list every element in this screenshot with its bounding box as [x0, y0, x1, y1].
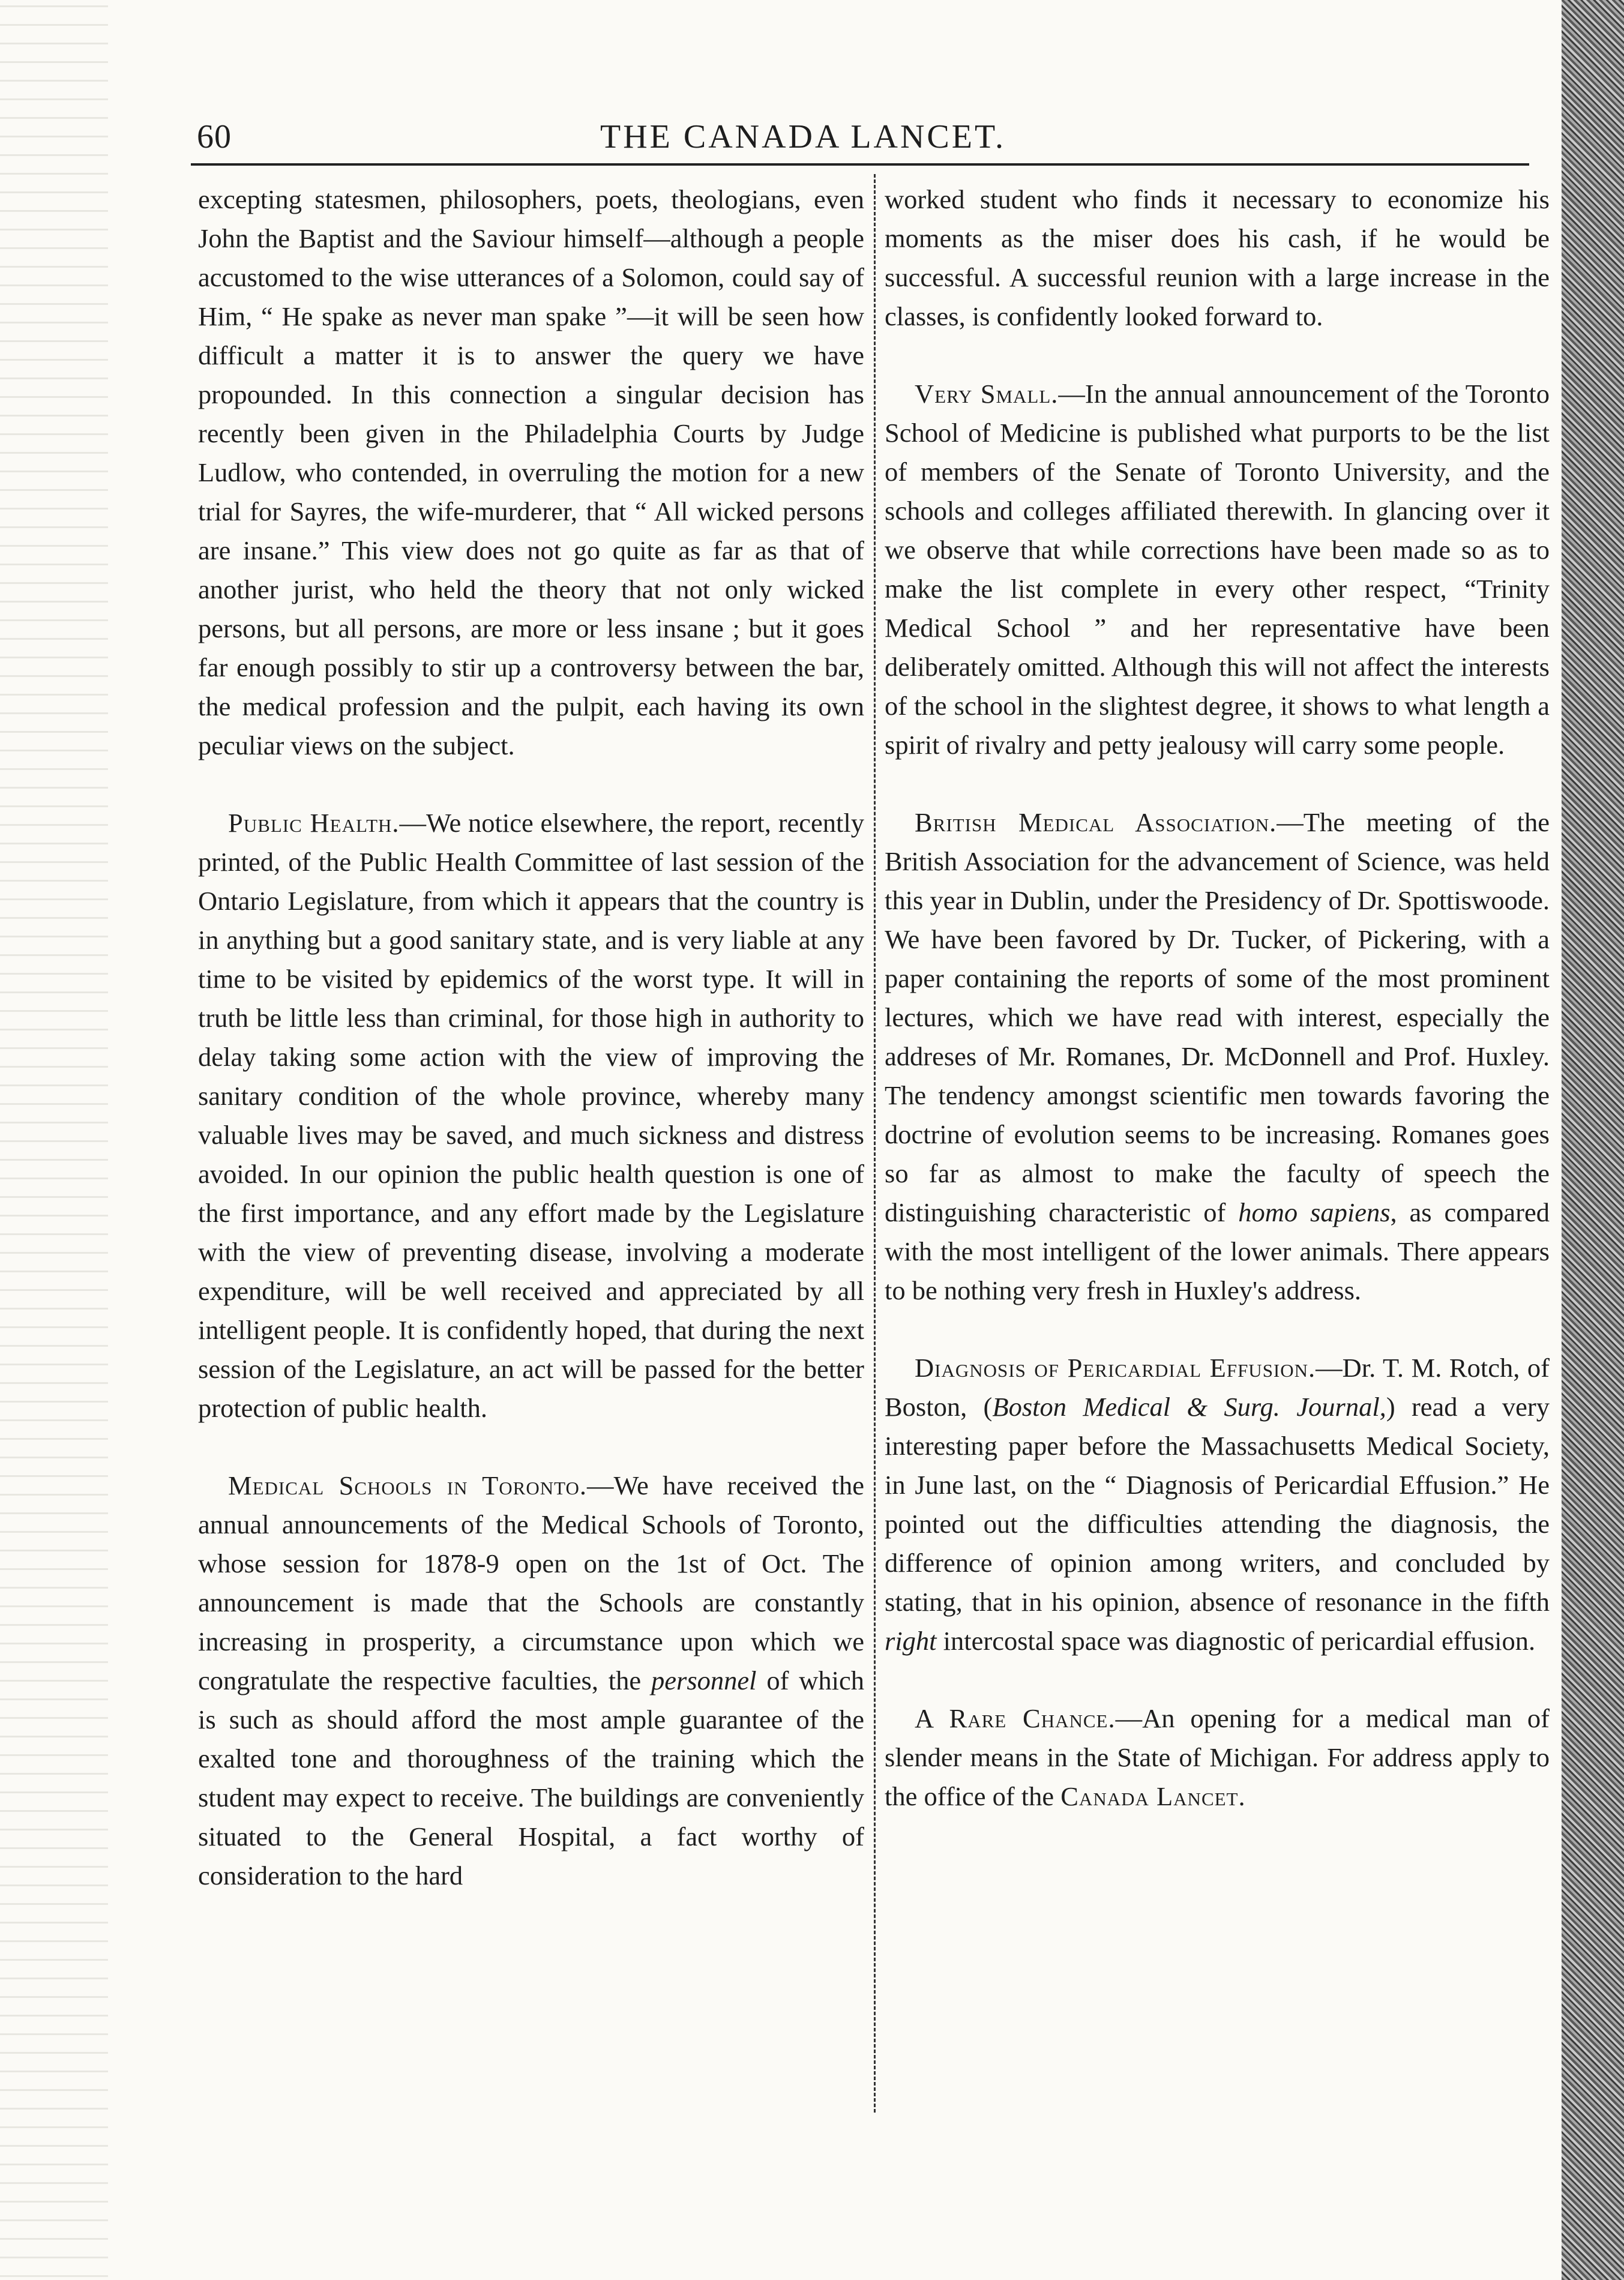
paragraph-text: —Dr. T. M. Rotch, of Boston, ( — [885, 1353, 1550, 1422]
section-heading: Very Small. — [915, 379, 1059, 409]
italic-journal: Boston Medical & Surg. Journal, — [992, 1392, 1386, 1422]
section-heading: Diagnosis of Pericardial Effusion. — [915, 1353, 1316, 1383]
paragraph-text: —We notice elsewhere, the report, recently printed, of the Public Health Committee of last session of the Ontario Legislature, from which it appears that the country is in anything but a good sanitary state, and is very liable at any time to be visited by epidemics of the worst type. It will in truth be little less than criminal, for those high in authority to delay taking some action with the view of improving the sanitary condition of the whole province, whereby many valuable lives may be saved, and much sickness and distress avoided. In our opinion the public health question is one of the first importance, and any effort made by the Legislature with the view of preventing disease, involving a moderate expenditure, will be well received and appreciated by all intelligent people. It is confidently hoped, that during the next session of the Legislature, an act will be passed for the better protection of public health. — [198, 808, 864, 1423]
header-rule — [191, 163, 1529, 166]
paragraph-continued: worked student who finds it necessary to economize his moments as the miser does his cash, if he would be successful. A successful reunion with a large increase in the classes, is confidently looked forward to. — [885, 184, 1550, 331]
paragraph-text: —The meeting of the British Association for the advancement of Science, was held this year in Dublin, under the Presidency of Dr. Spottiswoode. We have been favored by Dr. Tucker, of Pickering, with a paper containing the reports of some of the most prominent lectures, which we have read with interest, especially the addreses of Mr. Romanes, Dr. McDonnell and Prof. Huxley. The tendency amongst scientific men towards favoring the doctrine of evolution seems to be increasing. Romanes goes so far as almost to make the faculty of speech the distinguishing characteristic of — [885, 807, 1550, 1227]
paragraph-medical-schools — [198, 1466, 864, 1895]
running-title: THE CANADA LANCET. — [600, 118, 1006, 155]
paragraph-rare-chance — [885, 1699, 1550, 1816]
paragraph-text: of which is such as should afford the most ample guarantee of the exalted tone and thoroughness of the training which the student may expect to receive. The buildings are conveniently situated to the General Hospital, a fact worthy of consideration to the hard — [198, 1665, 864, 1890]
publication-name: Canada Lancet. — [1060, 1781, 1246, 1811]
paragraph-text: intercostal space was diagnostic of pericardial effusion. — [936, 1626, 1536, 1656]
page-number: 60 — [197, 118, 232, 155]
section-heading: Public Health. — [228, 808, 400, 838]
italic-term: personnel — [651, 1665, 757, 1695]
left-column — [198, 180, 864, 1895]
section-heading: British Medical Association. — [915, 807, 1277, 837]
italic-term: homo sapiens — [1238, 1197, 1391, 1227]
paragraph-british-medical-association — [885, 803, 1550, 1310]
scan-margin-noise — [0, 0, 108, 2280]
italic-term: right — [885, 1626, 937, 1656]
right-column — [885, 180, 1550, 1816]
paragraph-text: ) read a very interesting paper before the Massachusetts Medical Society, in June last, on the “ Diagnosis of Pericardial Effusion.” He pointed out the difficulties attending the diagnosis, the difference of opinion among writers, and concluded by stating, that in his opinion, absence of resonance in the fifth — [885, 1392, 1550, 1617]
section-heading: A Rare Chance. — [915, 1703, 1116, 1733]
paragraph-continued: excepting statesmen, philosophers, poets, theologians, even John the Baptist and the Saviour himself—although a people accustomed to the wise utterances of a Solomon, could say of Him, “ He spake as never man spake ”—it will be seen how difficult a matter it is to answer the query we have propounded. In this connection a singular decision has recently been given in the Philadelphia Courts by Judge Ludlow, who contended, in overruling the motion for a new trial for Sayres, the wife-murderer, that “ All wicked persons are insane.” This view does not go quite as far as that of another jurist, who held the theory that not only wicked persons, but all persons, are more or less insane ; but it goes far enough possibly to stir up a controversy between the bar, the medical profession and the pulpit, each having its own peculiar views on the subject. — [198, 184, 864, 760]
scan-edge-shadow — [1562, 0, 1624, 2280]
paragraph-very-small — [885, 374, 1550, 765]
paragraph-public-health — [198, 804, 864, 1428]
paragraph-text: —We have received the annual announcements of the Medical Schools of Toronto, whose session for 1878-9 open on the 1st of Oct. The announcement is made that the Schools are constantly increasing in prosperity, a circumstance upon which we congratulate the respective faculties, the — [198, 1470, 865, 1695]
paragraph-text: —In the annual announcement of the Toronto School of Medicine is published what purports to be the list of members of the Senate of Toronto University, and the schools and colleges affiliated therewith. In glancing over it we observe that while corrections have been made so as to make the list complete in every other respect, “Trinity Medical School ” and her representative have been deliberately omitted. Although this will not affect the interests of the school in the slightest degree, it shows to what length a spirit of rivalry and petty jealousy will carry some people. — [885, 379, 1550, 760]
section-heading: Medical Schools in Toronto. — [228, 1470, 588, 1500]
paragraph-text: , as compared with the most intelligent of the lower animals. There appears to be nothing very fresh in Huxley's address. — [885, 1197, 1550, 1305]
paragraph-text: —An opening for a medical man of slender means in the State of Michigan. For address apply to the office of the — [885, 1703, 1550, 1811]
column-divider — [874, 174, 876, 2113]
paragraph-pericardial-effusion — [885, 1349, 1550, 1661]
